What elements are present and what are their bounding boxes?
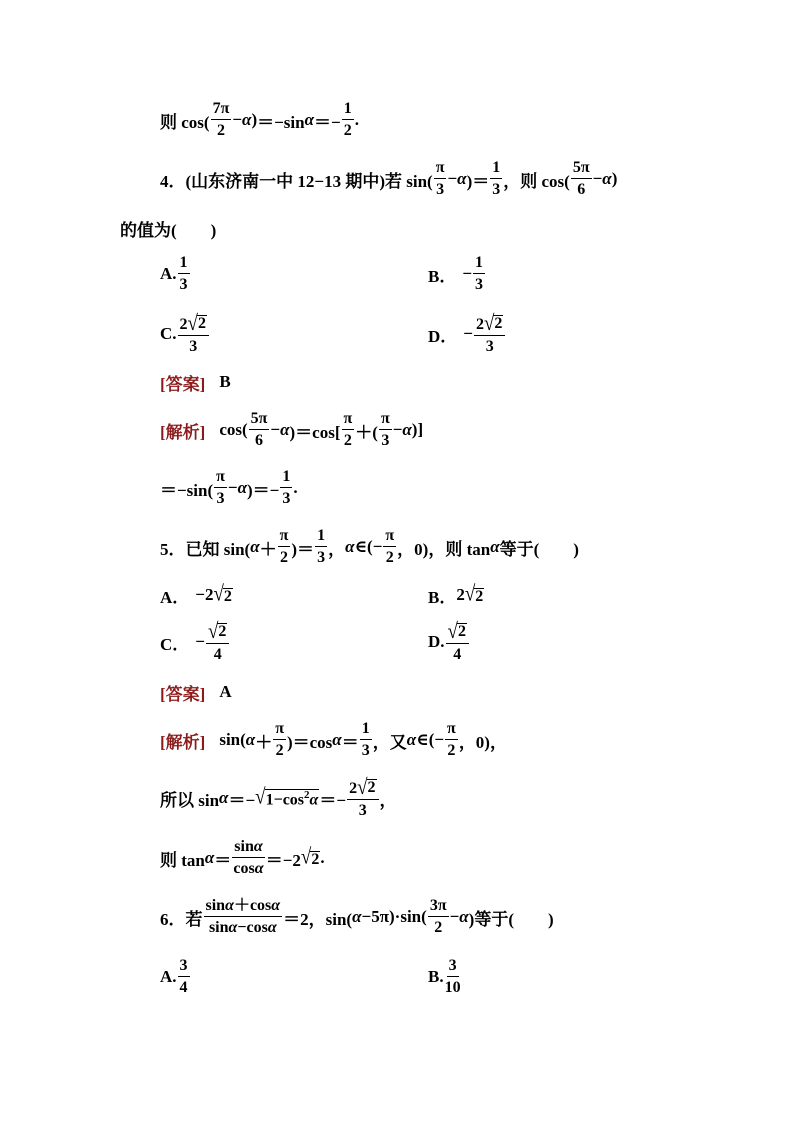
- fraction: $\frac{\pi}{2}$: [385, 527, 395, 566]
- q4-solution-1: [解析] cos( $\frac{5\pi}{6}$ − α )＝cos[ $\frac{\pi}{2}$ ＋( $\frac{\pi}{3}$ − α )]: [160, 410, 424, 449]
- q4-option-b: B． − $\frac{1}{3}$: [428, 254, 484, 293]
- fraction: 2 √ 2 3: [347, 778, 378, 819]
- fraction: $\frac{\sin\alpha}{\cos\alpha}$: [233, 838, 264, 877]
- q4-answer: [答案] B: [160, 372, 231, 394]
- question-4-stem: 4． (山东济南一中 12−13 期中)若 sin( $\frac{\pi}{3}$ − α )＝ $\frac{1}{3}$ ，则 cos( $\frac{5\pi}{6}$ − α ): [160, 159, 618, 198]
- question-6-stem: 6． 若 $\frac{\sin\alpha+\cos\alpha}{\sin\alpha-\cos\alpha}$ ＝2，sin( α −5π)·sin( $\frac{3\pi}{2}$ − α )等于( ): [160, 897, 554, 936]
- fraction: $\frac{1}{3}$: [492, 159, 501, 198]
- q5-solution-2: 所以 sin α ＝− √ $1-\cos^2\alpha$ ＝− 2 √ 2 3 ，: [160, 774, 397, 819]
- sqrt: √ 2: [300, 845, 320, 870]
- fraction: $\frac{\sin\alpha+\cos\alpha}{\sin\alpha-\cos\alpha}$: [205, 897, 281, 936]
- q6-option-a: A. $\frac{3}{4}$: [160, 957, 188, 996]
- sqrt: √ 2: [464, 582, 484, 607]
- q4-option-c: C. 2 √ 2 3: [160, 312, 210, 356]
- fraction: $\frac{3}{4}$: [179, 957, 188, 996]
- sqrt: √ $1-\cos^2\alpha$: [255, 785, 319, 810]
- q5-option-b: B． 2 √ 2: [428, 582, 484, 607]
- fraction: √ 2 4: [206, 622, 229, 663]
- fraction: $\frac{1}{3}$: [317, 527, 326, 566]
- question-5-stem: 5． 已知 sin( α ＋ $\frac{\pi}{2}$ )＝ $\frac{1}{3}$ ， α ∈(− $\frac{\pi}{2}$ ，0)，则 tan α 等于( ): [160, 527, 579, 566]
- fraction: $\frac{\pi}{2}$: [279, 527, 289, 566]
- q4-option-a: A. $\frac{1}{3}$: [160, 254, 188, 293]
- sqrt: √ 2: [447, 618, 466, 644]
- fraction: $\frac{3\pi}{2}$: [429, 897, 447, 936]
- fraction: $\frac{\pi}{3}$: [380, 410, 390, 449]
- q5-solution-1: [解析] sin( α ＋ $\frac{\pi}{2}$ )＝cos α ＝ $\frac{1}{3}$ ，又 α ∈(− $\frac{\pi}{2}$ ，0)，: [160, 720, 507, 759]
- fraction: $\frac{\pi}{3}$: [216, 468, 225, 507]
- fraction: $\frac{1}{3}$: [179, 254, 188, 293]
- fraction: $\frac{5\pi}{6}$: [250, 410, 268, 449]
- q5-option-d: D. √ 2 4: [428, 620, 470, 664]
- fraction: $\frac{3}{10}$: [444, 957, 461, 996]
- sqrt: √ 2: [483, 310, 503, 336]
- q5-option-a: A． −2 √ 2: [160, 582, 232, 607]
- fraction: $\frac{1}{3}$: [475, 254, 484, 293]
- sqrt: √ 2: [213, 582, 232, 607]
- fraction: $\frac{\pi}{2}$: [447, 720, 456, 759]
- sqrt: √ 2: [207, 618, 227, 644]
- fraction: √ 2 4: [446, 622, 469, 663]
- q4-solution-2: ＝−sin( $\frac{\pi}{3}$ − α )＝− $\frac{1}{3}$ .: [160, 468, 298, 507]
- fraction: $\frac{\pi}{3}$: [435, 159, 445, 198]
- q5-answer: [答案] A: [160, 682, 232, 704]
- fraction: 2 √ 2 3: [474, 314, 505, 355]
- fraction: $\frac{\pi}{2}$: [275, 720, 284, 759]
- derivation-line-1: 则 cos( $\frac{7\pi}{2}$ − α ) ＝−sin α ＝− $\frac{1}{2}$ .: [160, 100, 359, 139]
- fraction: $\frac{5\pi}{6}$: [572, 159, 590, 198]
- fraction: $\frac{1}{2}$: [343, 100, 352, 139]
- q5-solution-3: 则 tan α ＝ $\frac{\sin\alpha}{\cos\alpha}$ ＝−2 √ 2 .: [160, 838, 325, 877]
- q6-option-b: B. $\frac{3}{10}$: [428, 957, 461, 996]
- sqrt: √ 2: [187, 310, 206, 336]
- fraction: $\frac{\pi}{2}$: [343, 410, 353, 449]
- q5-option-c: C． − √ 2 4: [160, 620, 230, 664]
- fraction: $\frac{1}{3}$: [282, 468, 291, 507]
- sqrt: √ 2: [357, 774, 376, 800]
- fraction: $\frac{1}{3}$: [361, 720, 370, 759]
- fraction: 2 √ 2 3: [178, 314, 209, 355]
- q4-option-d: D． − 2 √ 2 3: [428, 312, 506, 356]
- question-4-stem-cont: 的值为( ): [120, 220, 217, 240]
- fraction: $\frac{7\pi}{2}$: [212, 100, 230, 139]
